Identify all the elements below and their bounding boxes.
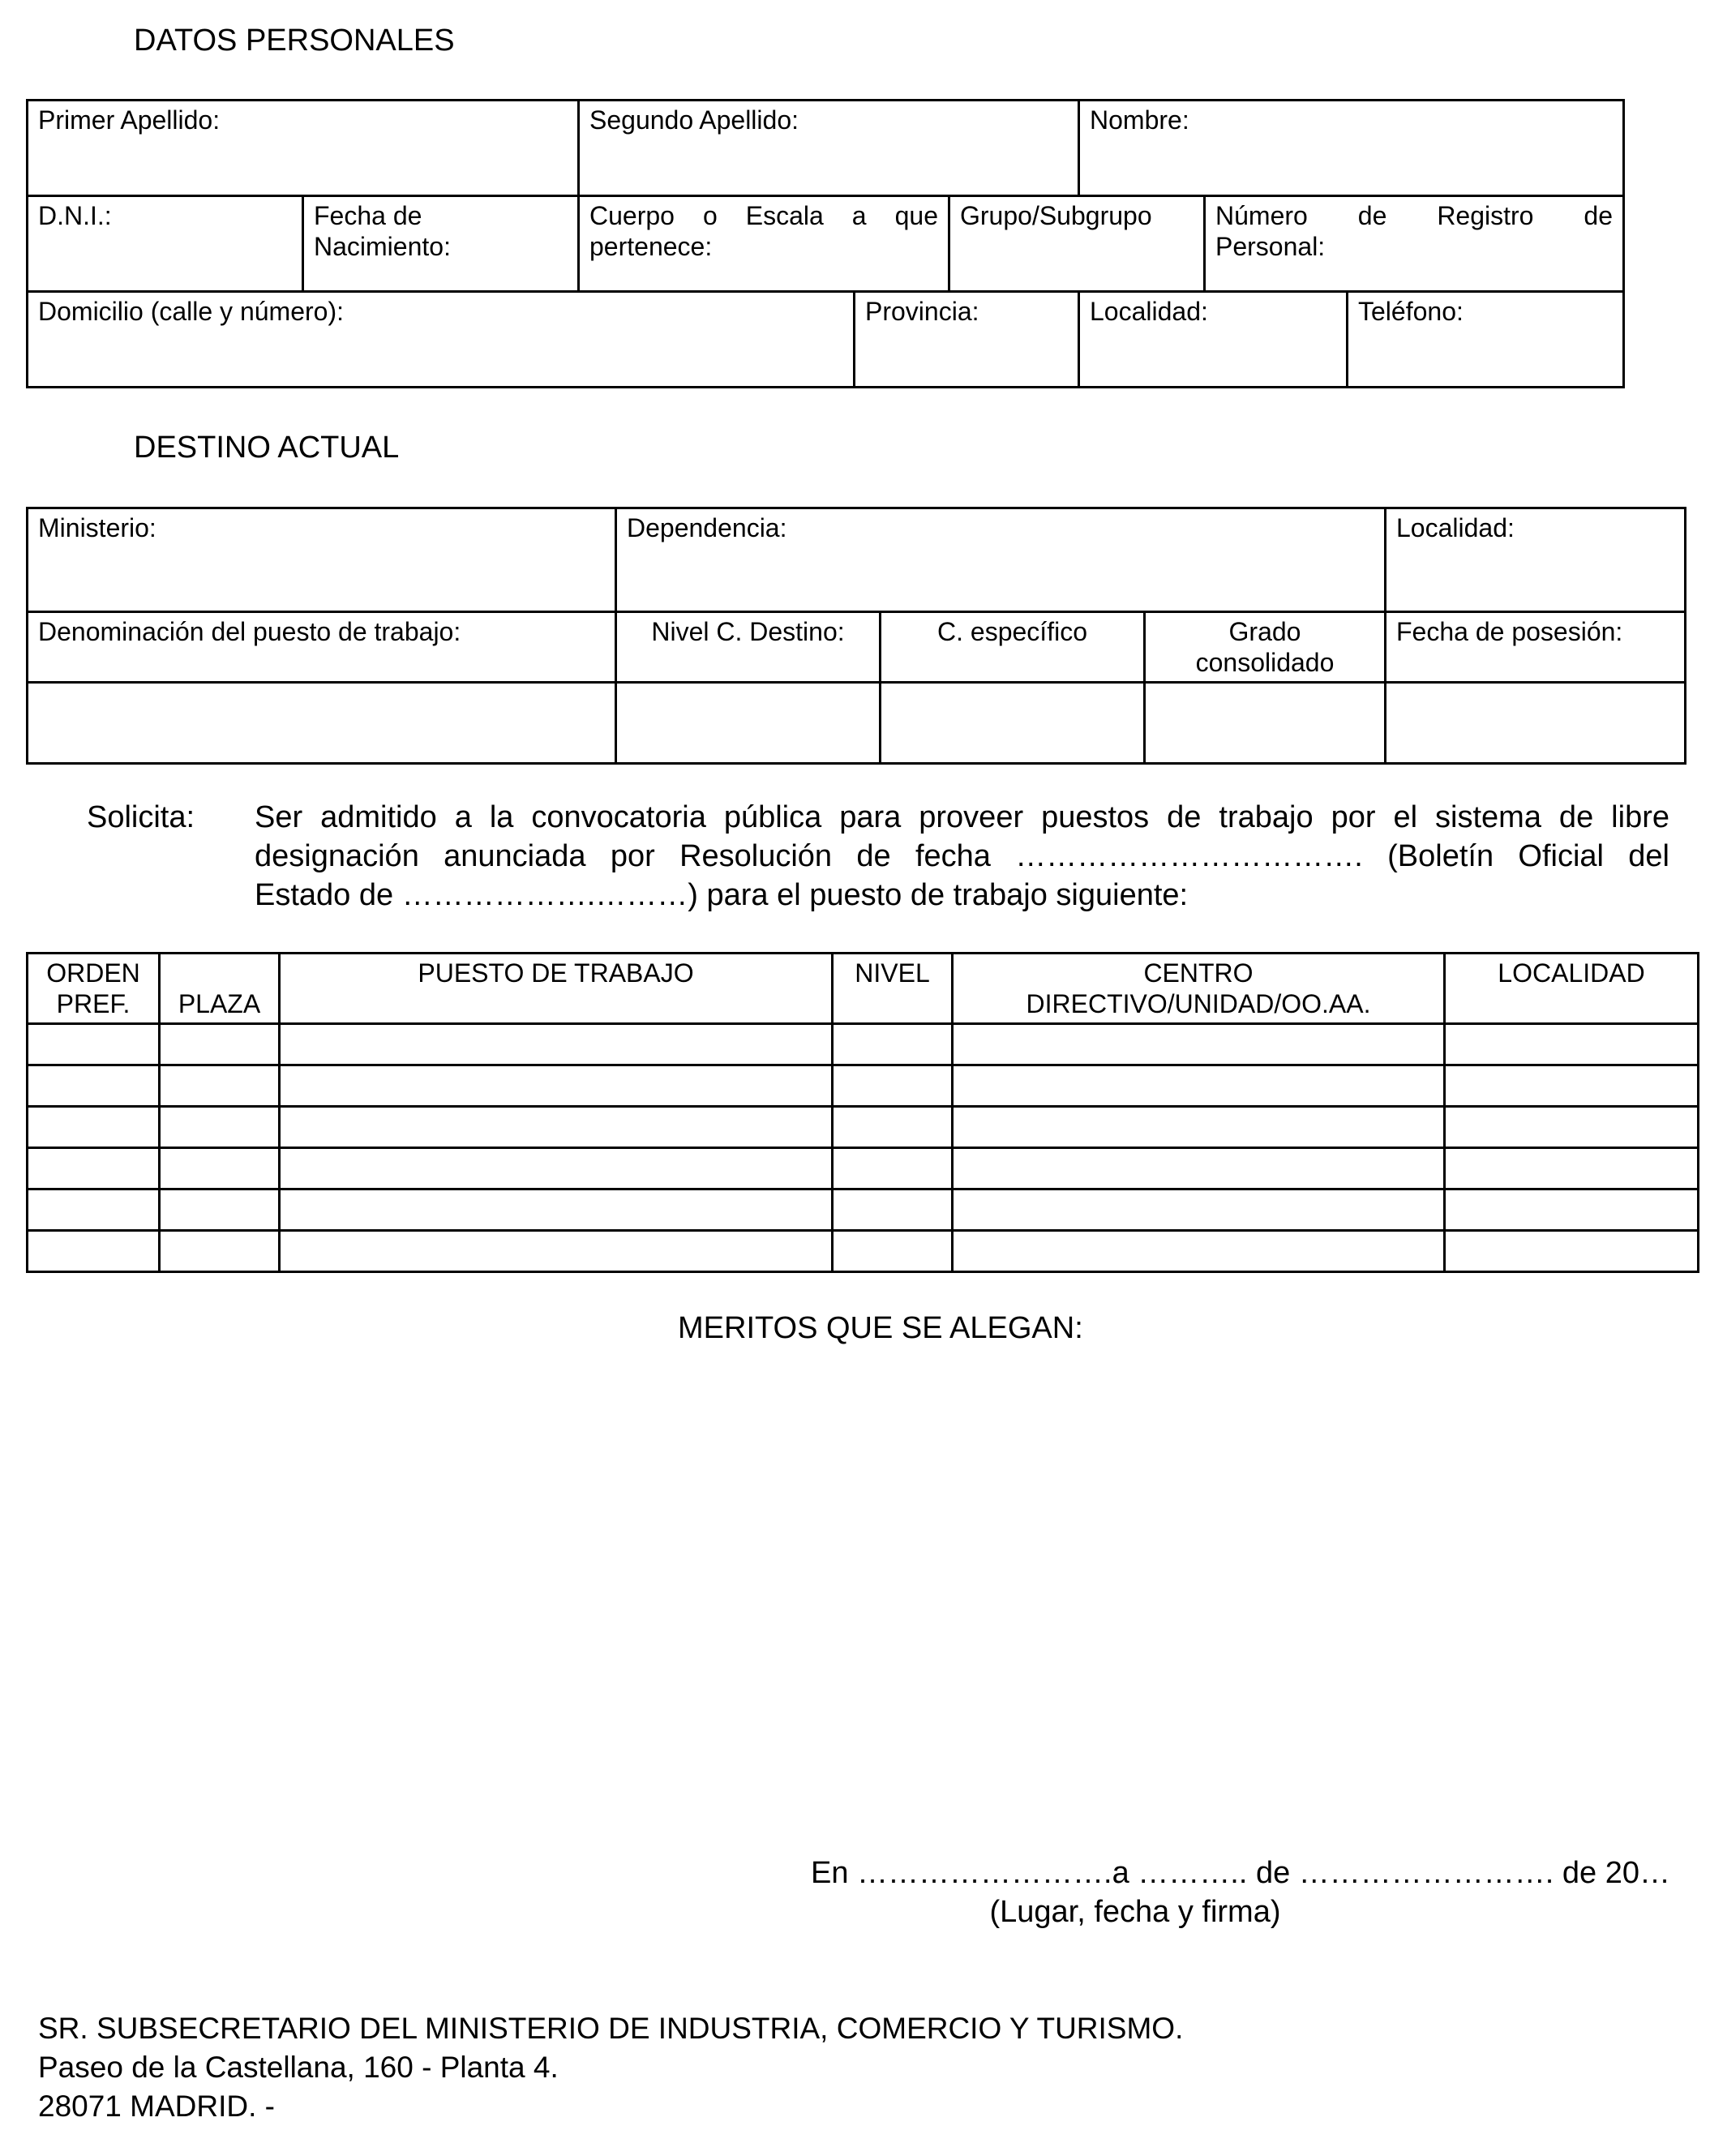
domicilio-label: Domicilio (calle y número): (38, 297, 344, 326)
especifico-field[interactable] (881, 683, 1145, 764)
grado-label: Grado (1228, 617, 1301, 646)
centro-label: CENTRO (1143, 958, 1254, 988)
centro-label-2: DIRECTIVO/UNIDAD/OO.AA. (1026, 989, 1371, 1018)
ministerio-label: Ministerio: (38, 513, 156, 542)
destino-table (26, 507, 1686, 765)
nombre-field[interactable] (1079, 101, 1624, 196)
localidad-field[interactable] (1079, 292, 1348, 388)
orden-label: ORDEN (46, 958, 140, 988)
localidad-label: Localidad: (1090, 297, 1208, 326)
cuerpo-escala-field[interactable] (579, 196, 949, 292)
cuerpo-escala-label: Cuerpo o Escala a que (589, 201, 938, 230)
ministerio-field[interactable] (28, 508, 616, 612)
localidad-header (1445, 954, 1699, 1024)
puestos-table (26, 952, 1699, 1273)
fecha-nacimiento-label: Fecha de (314, 201, 422, 230)
destino-localidad-label: Localidad: (1396, 513, 1515, 542)
table-cell[interactable] (1445, 1231, 1699, 1272)
table-row (28, 1148, 1699, 1189)
especifico-label: C. específico (937, 617, 1087, 646)
dependencia-label: Dependencia: (627, 513, 787, 542)
grupo-subgrupo-label: Grupo/Subgrupo (960, 201, 1152, 230)
table-cell[interactable] (953, 1148, 1445, 1189)
puesto-label: PUESTO DE TRABAJO (418, 958, 694, 988)
grupo-subgrupo-field[interactable] (949, 196, 1205, 292)
table-cell[interactable] (833, 1065, 953, 1107)
pref-label: PREF. (56, 989, 131, 1018)
provincia-field[interactable] (855, 292, 1079, 388)
grado-field[interactable] (1145, 683, 1386, 764)
table-cell[interactable] (953, 1024, 1445, 1065)
solicita-label: Solicita: (87, 800, 195, 834)
table-cell[interactable] (280, 1189, 833, 1231)
table-row (28, 1189, 1699, 1231)
table-cell[interactable] (160, 1065, 280, 1107)
table-cell[interactable] (280, 1065, 833, 1107)
table-cell[interactable] (280, 1231, 833, 1272)
solicita-text (255, 798, 1669, 915)
primer-apellido-label: Primer Apellido: (38, 105, 221, 135)
table-cell[interactable] (28, 1189, 160, 1231)
table-cell[interactable] (1445, 1024, 1699, 1065)
dni-field[interactable] (28, 196, 303, 292)
table-cell[interactable] (953, 1107, 1445, 1148)
nivel-header (833, 954, 953, 1024)
destino-section-title: DESTINO ACTUAL (134, 431, 400, 465)
table-cell[interactable] (833, 1024, 953, 1065)
nivel-destino-label: Nivel C. Destino: (651, 617, 845, 646)
table-cell[interactable] (28, 1107, 160, 1148)
primer-apellido-field[interactable] (28, 101, 579, 196)
plaza-label: PLAZA (178, 989, 261, 1018)
numero-registro-field[interactable] (1205, 196, 1624, 292)
numero-registro-label: Número de Registro de (1215, 201, 1614, 230)
footer-street: Paseo de la Castellana, 160 - Planta 4. (38, 2051, 559, 2084)
table-row (28, 1024, 1699, 1065)
firma-caption: (Lugar, fecha y firma) (989, 1895, 1281, 1929)
personal-data-table (26, 99, 1625, 388)
solicita-line-3: Estado de ……………….………) para el puesto de trabajo siguiente: (255, 878, 1189, 912)
footer-address (38, 2009, 1183, 2126)
grado-label-2: consolidado (1195, 648, 1335, 677)
footer-destinatario: SR. SUBSECRETARIO DEL MINISTERIO DE INDUSTRIA, COMERCIO Y TURISMO. (38, 2012, 1184, 2045)
numero-registro-label-2: Personal: (1215, 232, 1326, 261)
segundo-apellido-field[interactable] (579, 101, 1079, 196)
fecha-nacimiento-field[interactable] (303, 196, 579, 292)
meritos-area[interactable] (26, 1362, 1684, 1816)
provincia-label: Provincia: (865, 297, 979, 326)
puesto-header (280, 954, 833, 1024)
telefono-label: Teléfono: (1358, 297, 1464, 326)
centro-header (953, 954, 1445, 1024)
cuerpo-escala-label-2: pertenece: (589, 232, 713, 261)
domicilio-field[interactable] (28, 292, 855, 388)
denominacion-field[interactable] (28, 683, 616, 764)
table-cell[interactable] (160, 1148, 280, 1189)
especifico-header (881, 612, 1145, 683)
dependencia-field[interactable] (616, 508, 1386, 612)
fecha-nacimiento-label-2: Nacimiento: (314, 232, 451, 261)
table-cell[interactable] (160, 1189, 280, 1231)
table-cell[interactable] (28, 1231, 160, 1272)
segundo-apellido-label: Segundo Apellido: (589, 105, 799, 135)
table-cell[interactable] (1445, 1148, 1699, 1189)
denominacion-label: Denominación del puesto de trabajo: (38, 617, 461, 646)
table-cell[interactable] (1445, 1065, 1699, 1107)
table-cell[interactable] (28, 1148, 160, 1189)
puestos-localidad-label: LOCALIDAD (1498, 958, 1645, 988)
denominacion-header (28, 612, 616, 683)
fecha-posesion-label: Fecha de posesión: (1396, 617, 1623, 646)
footer-city: 28071 MADRID. - (38, 2090, 275, 2123)
table-cell[interactable] (833, 1148, 953, 1189)
table-cell[interactable] (160, 1231, 280, 1272)
destino-localidad-field[interactable] (1386, 508, 1686, 612)
fecha-posesion-field[interactable] (1386, 683, 1686, 764)
nombre-label: Nombre: (1090, 105, 1189, 135)
table-cell[interactable] (280, 1148, 833, 1189)
table-cell[interactable] (280, 1024, 833, 1065)
table-cell[interactable] (833, 1231, 953, 1272)
table-cell[interactable] (1445, 1189, 1699, 1231)
table-cell[interactable] (953, 1231, 1445, 1272)
nivel-destino-header (616, 612, 881, 683)
telefono-field[interactable] (1348, 292, 1624, 388)
table-cell[interactable] (833, 1107, 953, 1148)
solicita-line-2: designación anunciada por Resolución de fecha ……………………………. (Boletín Oficial del (255, 839, 1669, 873)
solicita-line-1: Ser admitido a la convocatoria pública para proveer puestos de trabajo por el sistema de libre (255, 800, 1669, 834)
table-cell[interactable] (160, 1024, 280, 1065)
firma-line: En …………………….a ……….. de ……………………. de 20… (811, 1856, 1670, 1890)
table-cell[interactable] (160, 1107, 280, 1148)
table-cell[interactable] (953, 1065, 1445, 1107)
table-cell[interactable] (280, 1107, 833, 1148)
orden-pref-header (28, 954, 160, 1024)
table-row (28, 1065, 1699, 1107)
nivel-label: NIVEL (855, 958, 930, 988)
table-cell[interactable] (833, 1189, 953, 1231)
table-cell[interactable] (1445, 1107, 1699, 1148)
fecha-posesion-header (1386, 612, 1686, 683)
table-cell[interactable] (28, 1065, 160, 1107)
table-cell[interactable] (28, 1024, 160, 1065)
dni-label: D.N.I.: (38, 201, 112, 230)
personal-section-title: DATOS PERSONALES (134, 24, 455, 58)
plaza-header (160, 954, 280, 1024)
meritos-title: MERITOS QUE SE ALEGAN: (678, 1311, 1083, 1345)
table-row (28, 1231, 1699, 1272)
grado-header (1145, 612, 1386, 683)
nivel-destino-field[interactable] (616, 683, 881, 764)
table-row (28, 1107, 1699, 1148)
table-cell[interactable] (953, 1189, 1445, 1231)
